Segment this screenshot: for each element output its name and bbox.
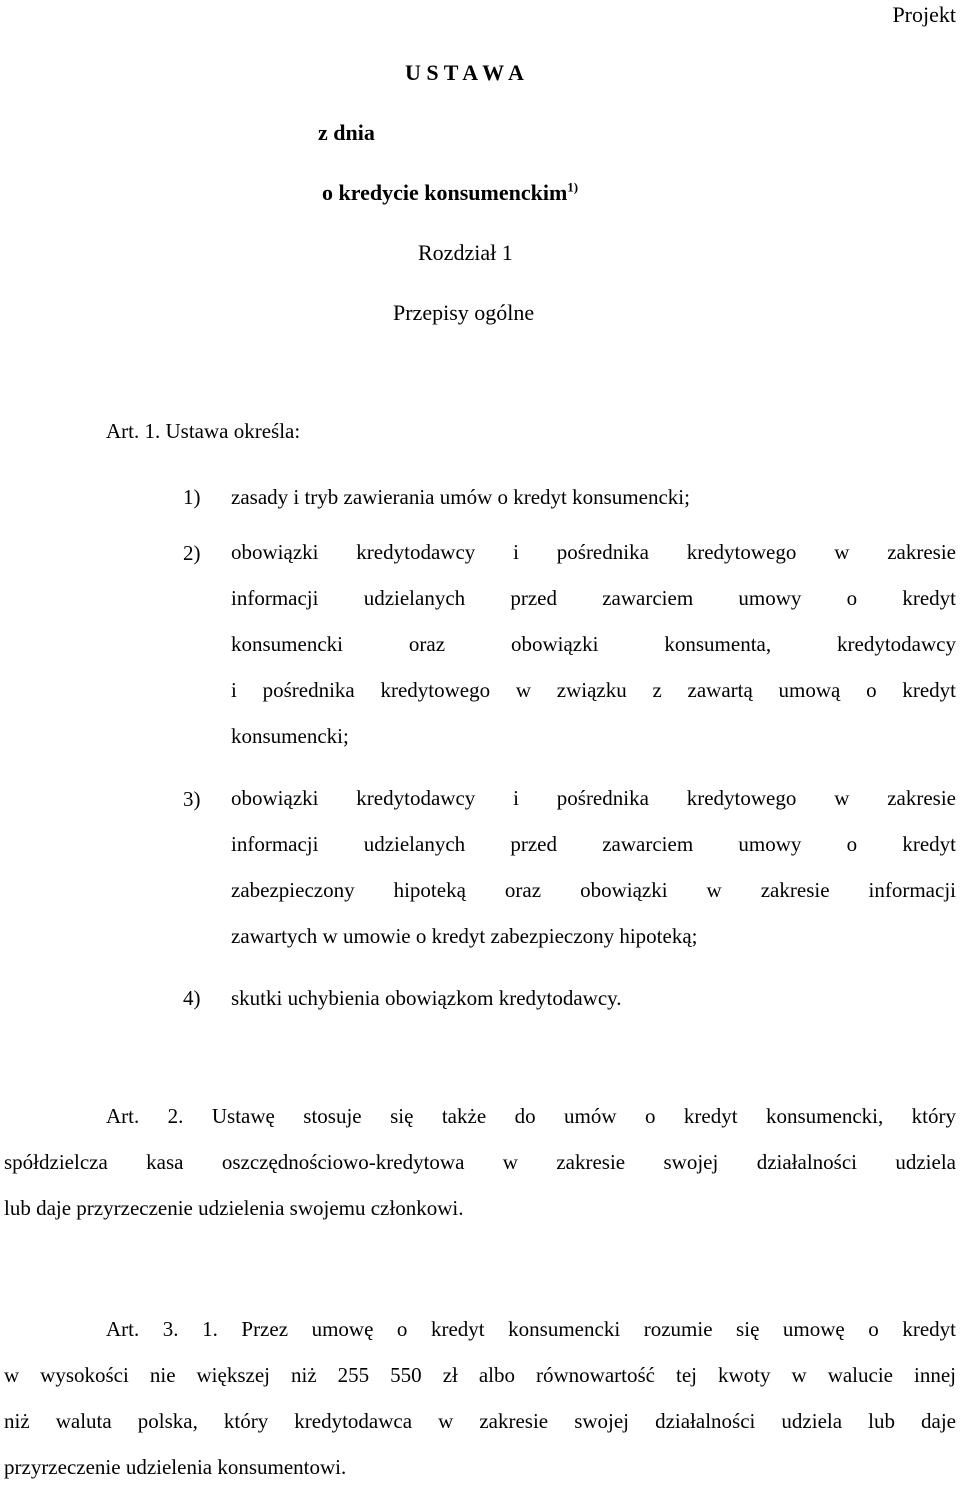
art1-item-2-line-2: informacji udzielanych przed zawarciem umowy o kredyt — [231, 586, 956, 610]
art1-item-3 — [231, 775, 956, 959]
art1-item-3-line-2: informacji udzielanych przed zawarciem umowy o kredyt — [231, 832, 956, 856]
art1-item-3-line-3: zabezpieczony hipoteką oraz obowiązki w zakresie informacji — [231, 878, 956, 902]
art1-intro: Art. 1. Ustawa określa: — [106, 419, 301, 443]
art1-item-2-line-1: obowiązki kredytodawcy i pośrednika kredytowego w zakresie — [231, 540, 956, 564]
art1-item-1-num: 1) — [183, 485, 201, 509]
art3-line-3: niż waluta polska, który kredytodawca w zakresie swojej działalności udziela lub daje — [4, 1409, 956, 1433]
art1-item-3-line-4: zawartych w umowie o kredyt zabezpieczony hipoteką; — [231, 924, 698, 948]
act-title: U S T A W A — [405, 60, 524, 85]
art3-line-4: przyrzeczenie udzielenia konsumentowi. — [4, 1455, 347, 1479]
art2-line-1: Art. 2. Ustawę stosuje się także do umów o kredyt konsumencki, który — [106, 1104, 956, 1128]
art1-item-2 — [231, 529, 956, 759]
chapter-number: Rozdział 1 — [418, 240, 513, 265]
act-subject — [322, 180, 578, 206]
art2-line-3: lub daje przyrzeczenie udzielenia swojemu członkowi. — [4, 1196, 464, 1220]
art1-item-2-num: 2) — [183, 541, 201, 565]
art1-item-3-num: 3) — [183, 787, 201, 811]
art1-item-2-line-5: konsumencki; — [231, 724, 349, 748]
art2 — [4, 1093, 956, 1231]
art3-line-2: w wysokości nie większej niż 255 550 zł albo równowartość tej kwoty w walucie innej — [4, 1363, 956, 1387]
act-date: z dnia — [318, 120, 375, 145]
art3-line-1: Art. 3. 1. Przez umowę o kredyt konsumencki rozumie się umowę o kredyt — [106, 1317, 956, 1341]
art1-item-4-num: 4) — [183, 986, 201, 1010]
footnote-ref: 1) — [567, 179, 579, 195]
art2-line-2: spółdzielcza kasa oszczędnościowo-kredytowa w zakresie swojej działalności udziela — [4, 1150, 956, 1174]
chapter-title: Przepisy ogólne — [393, 300, 535, 325]
projekt-label: Projekt — [892, 2, 956, 27]
art3 — [4, 1306, 956, 1490]
art1-item-2-line-3: konsumencki oraz obowiązki konsumenta, kredytodawcy — [231, 632, 956, 656]
art1-item-2-line-4: i pośrednika kredytowego w związku z zawartą umową o kredyt — [231, 678, 956, 702]
art1-item-1-line-1: zasady i tryb zawierania umów o kredyt konsumencki; — [231, 485, 690, 509]
art1-item-3-line-1: obowiązki kredytodawcy i pośrednika kredytowego w zakresie — [231, 786, 956, 810]
art1-item-4-line-1: skutki uchybienia obowiązkom kredytodawcy. — [231, 986, 622, 1010]
act-subject-text: o kredycie konsumenckim — [322, 180, 568, 205]
